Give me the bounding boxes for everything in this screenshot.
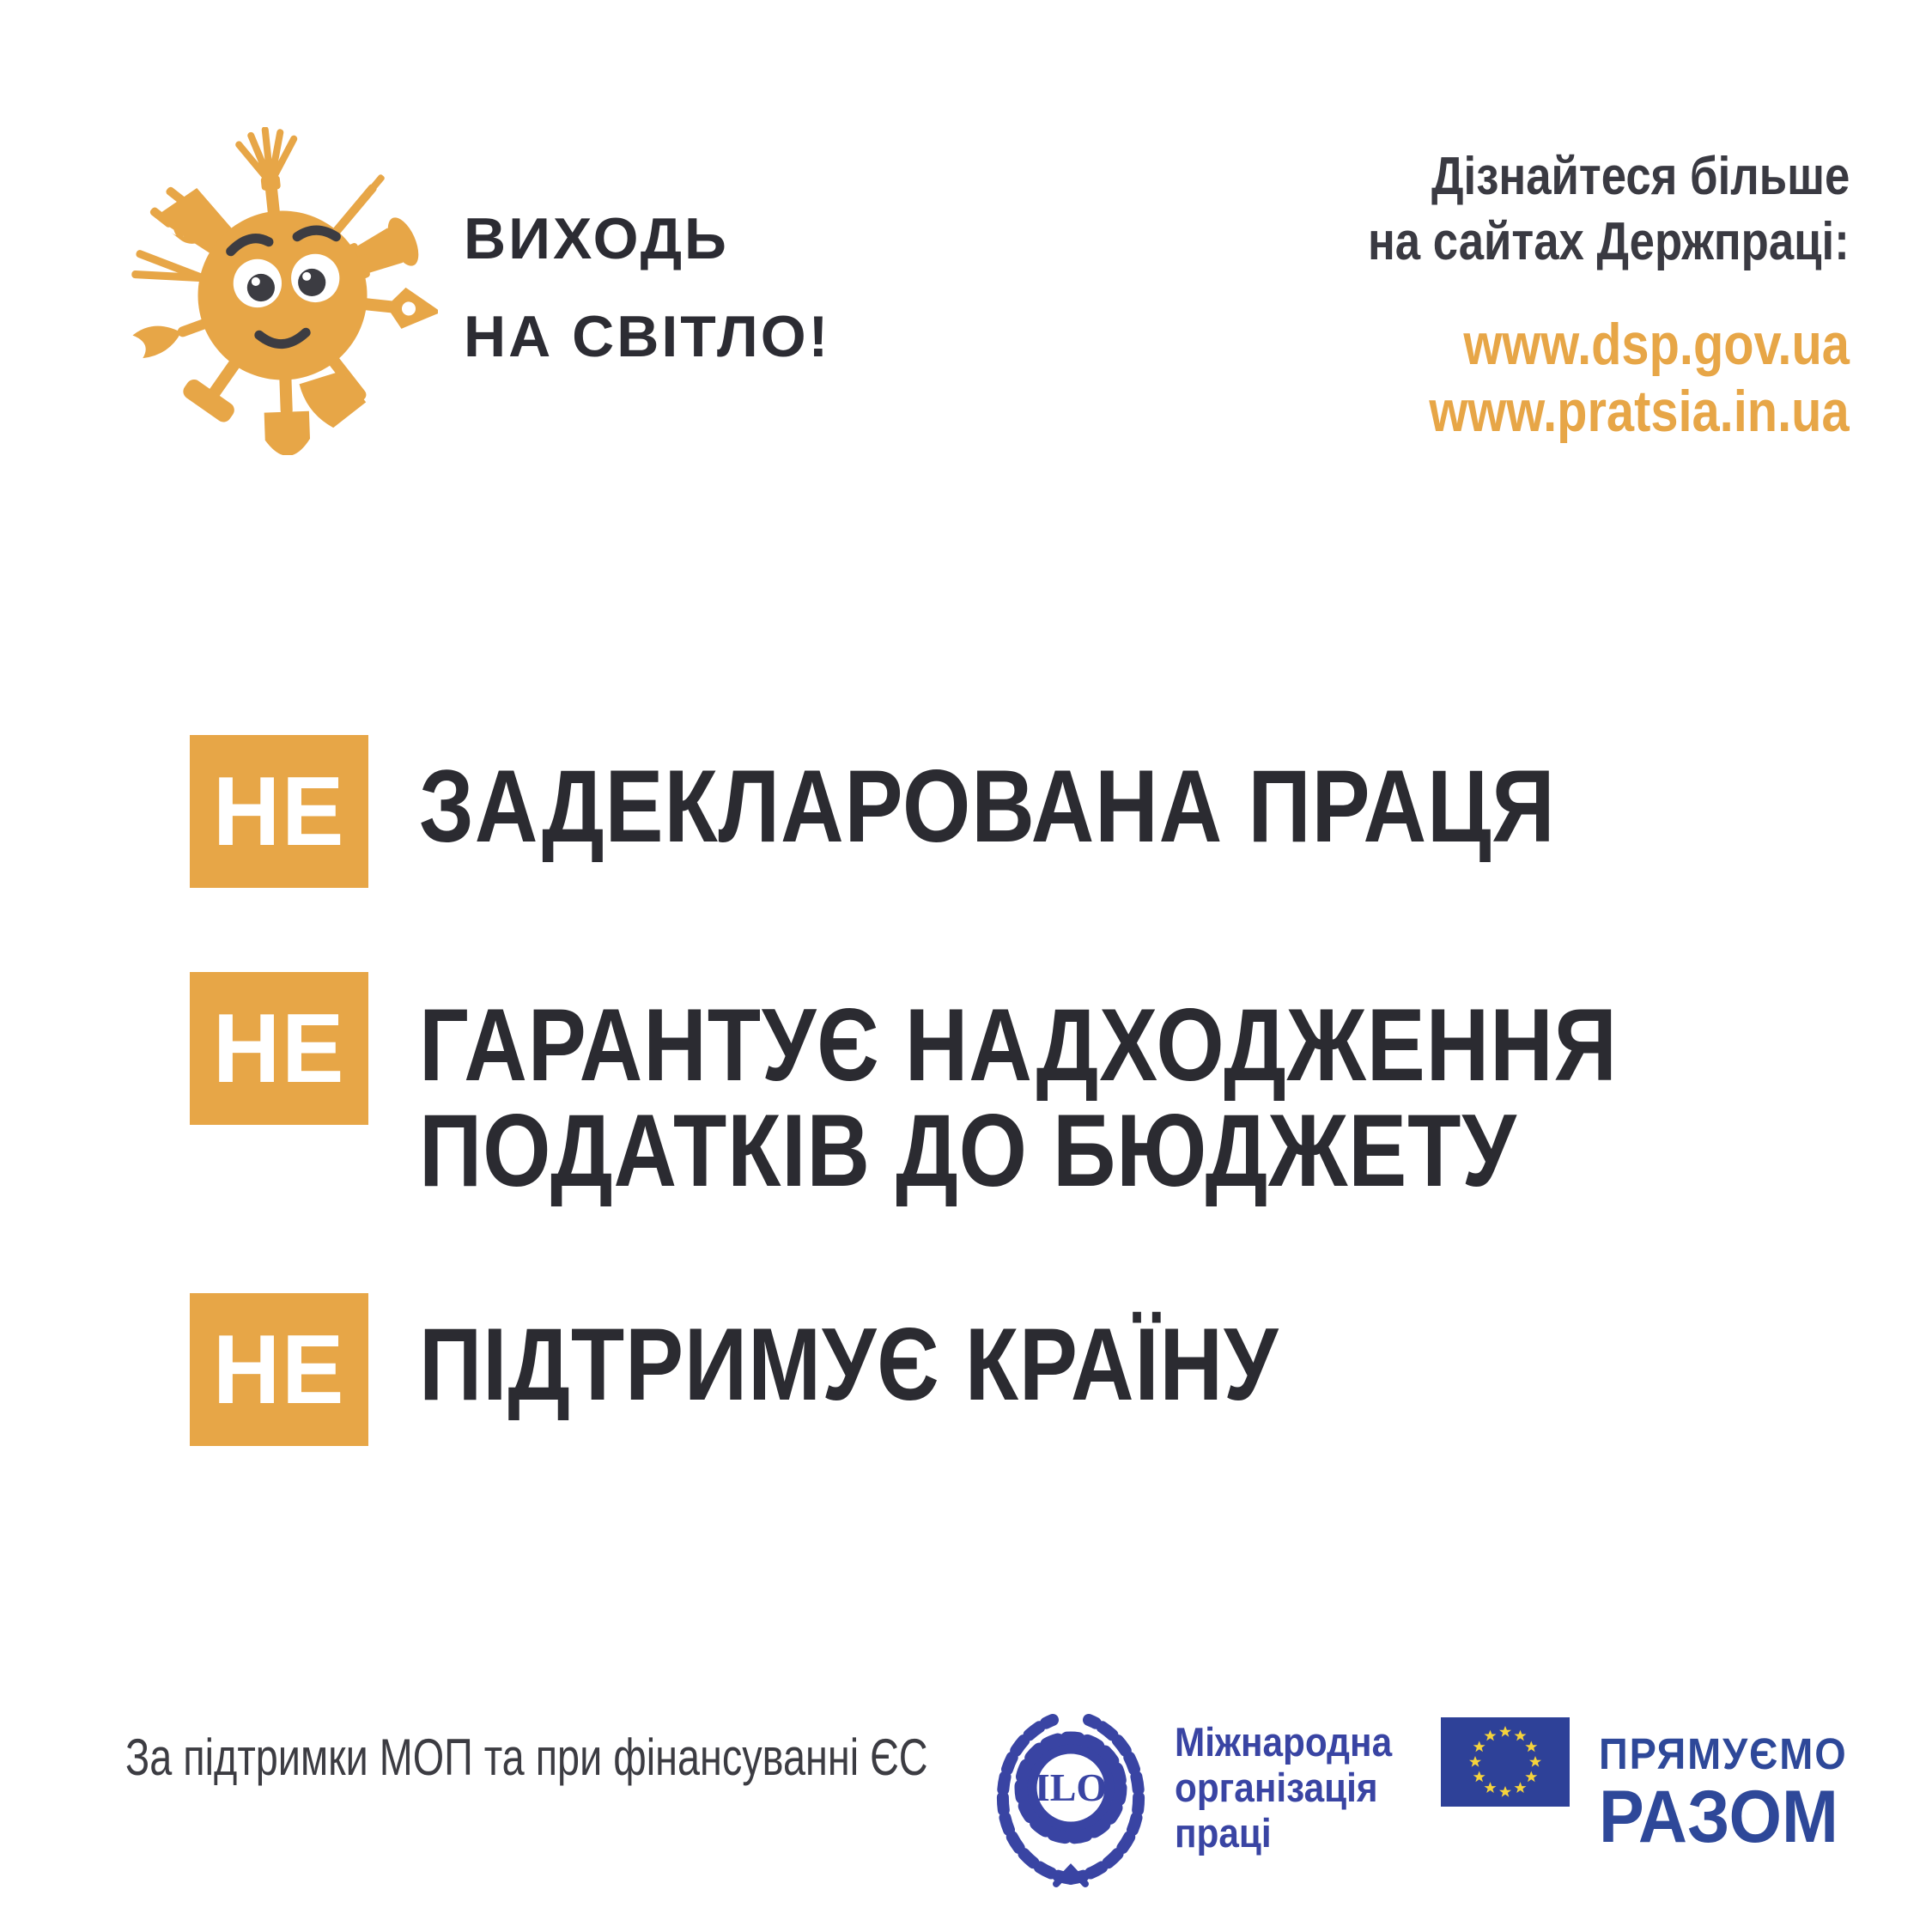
support-text: За підтримки МОП та при фінансуванні ЄС (125, 1728, 928, 1786)
info-text-line-1: Дізнайтеся більше (1431, 147, 1850, 206)
ne-badge-3: НЕ (190, 1293, 368, 1446)
eu-flag-icon (1441, 1717, 1570, 1807)
website-links (1283, 311, 1850, 445)
sun-tools-mascot-icon (118, 127, 438, 455)
ne-badge-1: НЕ (190, 735, 368, 888)
title-line-2: НА СВІТЛО! (464, 304, 831, 369)
link-pratsia-in-ua[interactable]: www.pratsia.in.ua (1429, 379, 1850, 444)
campaign-title (464, 206, 831, 369)
ilo-name: Міжнародна організація праці (1175, 1719, 1393, 1856)
row-1-text: ЗАДЕКЛАРОВАНА ПРАЦЯ (419, 749, 1556, 864)
ilo-logo-icon (984, 1709, 1157, 1887)
info-text-line-2: на сайтах Держпраці: (1368, 212, 1850, 271)
eu-slogan: ПРЯМУЄМО РАЗОМ (1599, 1729, 1848, 1858)
row-3-text: ПІДТРИМУЄ КРАЇНУ (419, 1307, 1279, 1422)
info-block (1283, 144, 1850, 445)
ilo-abbr: ILO (1034, 1765, 1108, 1809)
link-dsp-gov-ua[interactable]: www.dsp.gov.ua (1463, 312, 1850, 377)
ne-badge-2: НЕ (190, 972, 368, 1125)
row-2-text: ГАРАНТУЄ НАДХОДЖЕННЯ ПОДАТКІВ ДО БЮДЖЕТУ (419, 987, 1618, 1208)
title-line-1: ВИХОДЬ (464, 206, 729, 271)
